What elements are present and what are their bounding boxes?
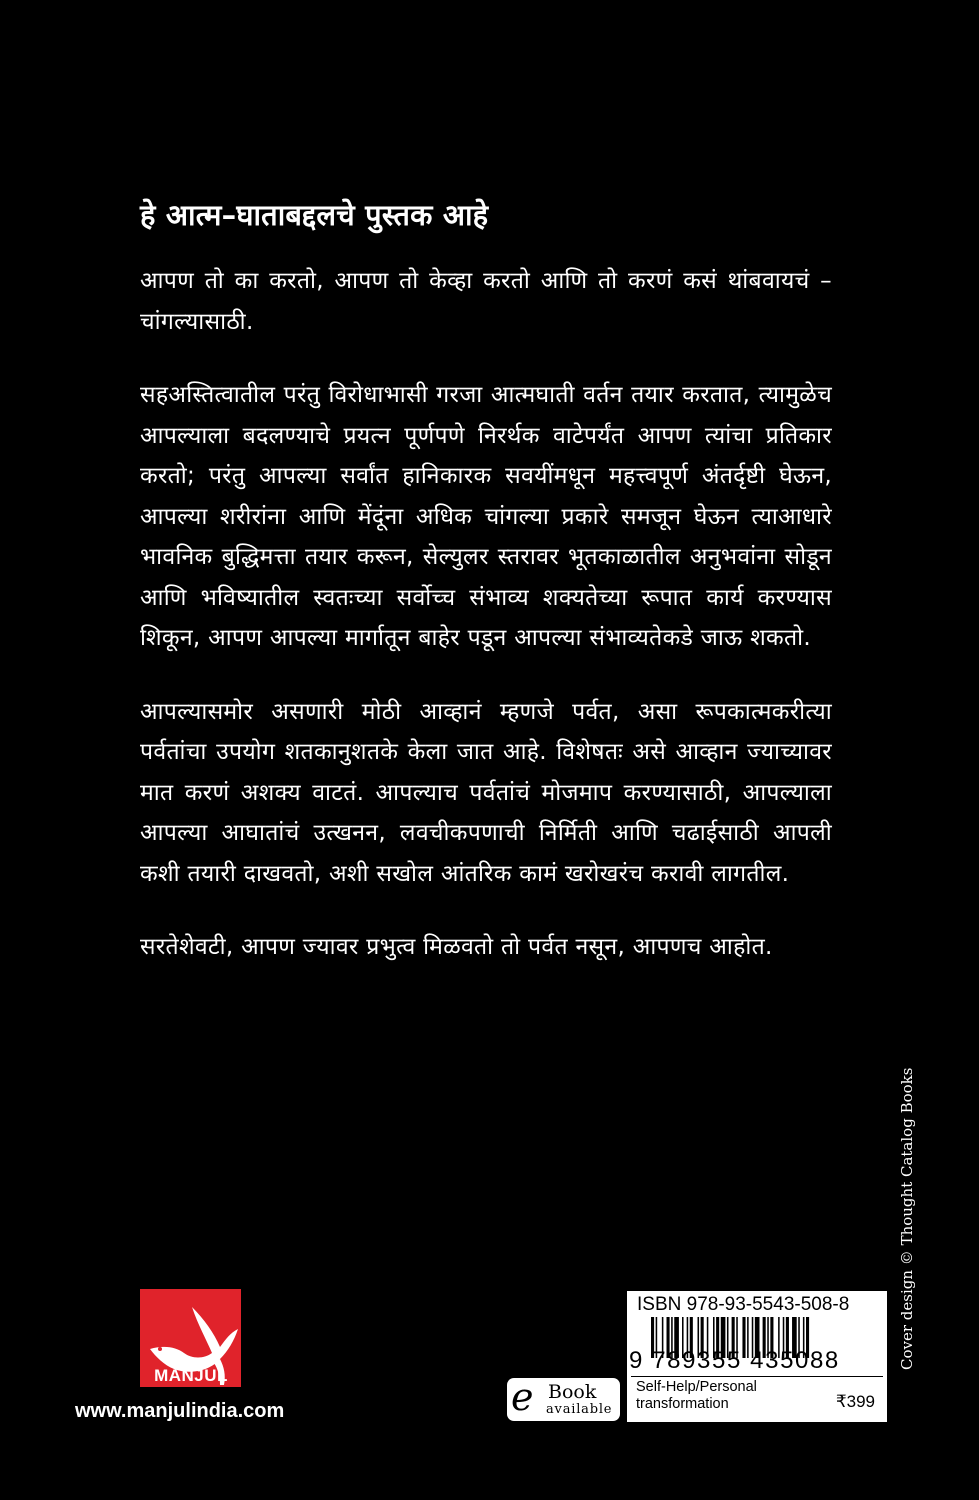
- blurb-paragraph-1: आपण तो का करतो, आपण तो केव्हा करतो आणि तो करणं कसं थांबवायचं – चांगल्यासाठी.: [140, 268, 832, 335]
- blurb: [140, 195, 832, 1001]
- publisher-website[interactable]: www.manjulindia.com: [75, 1400, 285, 1422]
- ebook-available-text: available: [546, 1402, 613, 1417]
- isbn-label: ISBN 978-93-5543-508-8: [637, 1294, 850, 1315]
- barcode-divider: [631, 1376, 883, 1377]
- blurb-heading: हे आत्म–घाताबद्दलचे पुस्तक आहे: [140, 198, 489, 232]
- barcode-box: [627, 1291, 887, 1422]
- ebook-word: Book: [548, 1381, 597, 1403]
- blurb-paragraph-2: सहअस्तित्वातील परंतु विरोधाभासी गरजा आत्मघाती वर्तन तयार करतात, त्यामुळेच आपल्याला बदलण्याचे प्रयत्न पूर्णपणे निरर्थक वाटेपर्यंत आपण त्यांचा प्रतिकार करतो; परंतु आपल्या सर्वांत हानिकारक सवयींमधून महत्त्वपूर्ण अंतर्दृष्टी घेऊन, आपल्या शरीरांना आणि मेंदूंना अधिक चांगल्या प्रकारे समजून घेऊन त्याआधारे भावनिक बुद्धिमत्ता तयार करून, सेल्युलर स्तरावर भूतकाळातील अनुभवांना सोडून आणि भविष्यातील स्वतःच्या सर्वोच्च संभाव्य शक्यतेच्या रूपात कार्य करण्यास शिकून, आपण आपल्या मार्गातून बाहेर पडून आपल्या संभाव्यतेकडे जाऊ शकतो.: [140, 382, 832, 651]
- cover-design-credit: Cover design © Thought Catalog Books: [898, 1067, 916, 1370]
- blurb-paragraph-4: सरतेशेवटी, आपण ज्यावर प्रभुत्व मिळवतो तो पर्वत नसून, आपणच आहोत.: [140, 934, 773, 960]
- ebook-available-badge: [507, 1375, 620, 1421]
- blurb-paragraph-3: आपल्यासमोर असणारी मोठी आव्हानं म्हणजे पर्वत, असा रूपकात्मकरीत्या पर्वतांचा उपयोग शतकानुशतके केला जात आहे. विशेषतः असे आव्हान ज्याच्यावर मात करणं अशक्य वाटतं. आपल्याच पर्वतांचं मोजमाप करण्यासाठी, आपल्याला आपल्या आघातांचं उत्खनन, लवचीकपणाची निर्मिती आणि चढाईसाठी आपली कशी तयारी दाखवतो, अशी सखोल आंतरिक कामं खरोखरंच करावी लागतील.: [140, 698, 832, 887]
- ebook-letter: e: [511, 1375, 534, 1419]
- publisher-brand: MANJUL: [154, 1366, 228, 1385]
- ean-number: 9 789355 435088: [629, 1347, 840, 1374]
- book-category: Self-Help/Personal transformation: [636, 1379, 757, 1412]
- book-price: ₹399: [835, 1392, 875, 1411]
